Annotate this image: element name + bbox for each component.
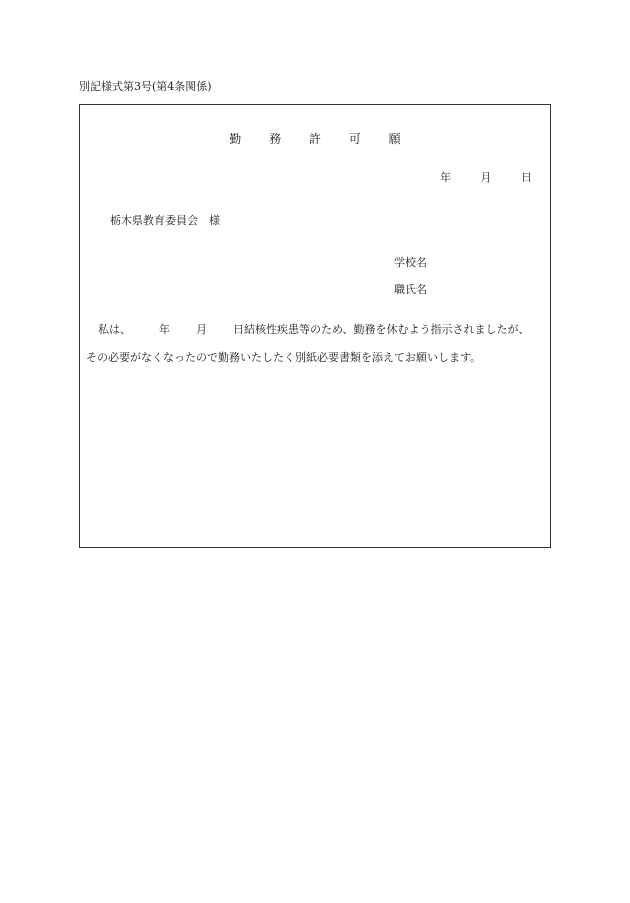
date-line bbox=[440, 171, 532, 185]
body-year-label: 年 bbox=[159, 323, 170, 336]
addressee: 栃木県教育委員会 様 bbox=[110, 214, 220, 227]
title-char: 勤 bbox=[229, 132, 242, 146]
body-intro: 私は、 bbox=[98, 323, 131, 336]
form-caption: 別記様式第3号(第4条関係) bbox=[79, 80, 212, 93]
month-label: 月 bbox=[480, 171, 492, 184]
year-label: 年 bbox=[440, 171, 451, 184]
title-char: 許 bbox=[308, 132, 321, 146]
title-char: 願 bbox=[388, 132, 401, 146]
school-name-label: 学校名 bbox=[394, 256, 427, 269]
title-char: 務 bbox=[269, 132, 282, 146]
body-month-label: 月 bbox=[196, 323, 207, 336]
document-title bbox=[80, 131, 550, 147]
body-reason: 日結核性疾患等のため、勤務を休むよう指示されましたが、 bbox=[233, 323, 530, 336]
body-text-line-1 bbox=[98, 323, 530, 337]
body-text-line-2: その必要がなくなったので勤務いたしたく別紙必要書類を添えてお願いします。 bbox=[86, 351, 482, 364]
application-form-box bbox=[79, 104, 551, 548]
title-char: 可 bbox=[348, 132, 361, 146]
position-name-label: 職氏名 bbox=[394, 283, 427, 296]
day-label: 日 bbox=[521, 171, 532, 184]
